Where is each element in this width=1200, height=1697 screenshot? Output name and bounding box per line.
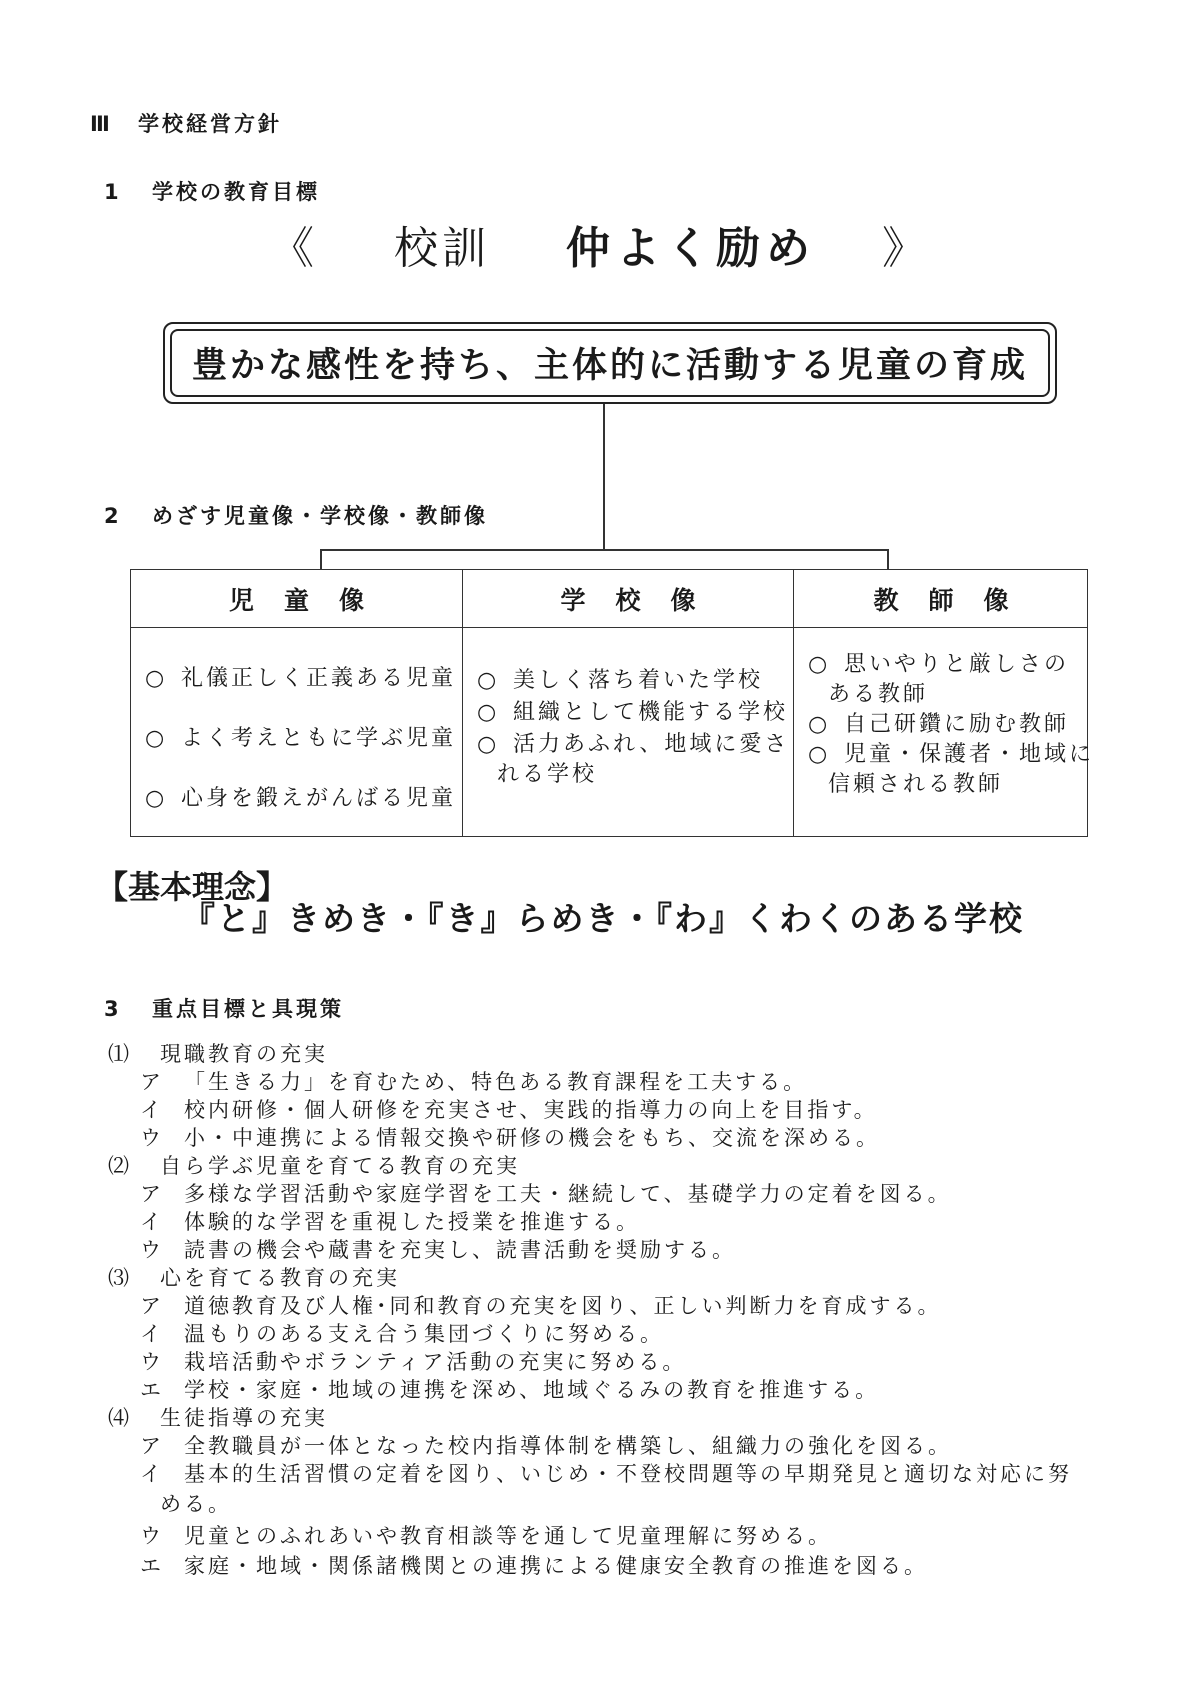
target-item: ウ 栽培活動やボランティア活動の充実に努める。	[140, 1350, 687, 1374]
column-student	[131, 570, 462, 836]
motto-close-bracket: 》	[882, 223, 930, 274]
target-item-continuation: める。	[160, 1492, 232, 1516]
subsection-2-heading	[104, 500, 488, 530]
list-item: ○ 児童・保護者・地域に	[800, 740, 1082, 770]
list-item: ○ 組織として機能する学校	[469, 698, 787, 728]
basic-philosophy-text: 『と』きめき・『き』らめき・『わ』くわくのある学校	[182, 899, 1024, 938]
list-item: ○ 活力あふれ、地域に愛さ	[469, 730, 787, 760]
target-item: イ 基本的生活習慣の定着を図り、いじめ・不登校問題等の早期発見と適切な対応に努	[140, 1462, 1072, 1486]
list-item: ○ 自己研鑽に励む教師	[800, 710, 1082, 740]
main-goal-text: 豊かな感性を持ち、主体的に活動する児童の育成	[170, 329, 1050, 397]
target-item: ウ 小・中連携による情報交換や研修の機会をもち、交流を深める。	[140, 1126, 880, 1150]
motto-open-bracket: 《	[270, 223, 318, 274]
basic-philosophy-label: 【基本理念】	[96, 868, 289, 906]
list-item: ○ 美しく落ち着いた学校	[469, 666, 787, 696]
column-body	[131, 664, 462, 814]
target-item: ア 全教職員が一体となった校内指導体制を構築し、組織力の強化を図る。	[140, 1434, 952, 1458]
school-motto	[0, 212, 1200, 276]
subsection-2-number: 2	[104, 504, 122, 528]
subsection-1-heading	[104, 176, 320, 206]
connector-left-drop	[320, 549, 322, 570]
subsection-2-title: めざす児童像・学校像・教師像	[152, 504, 488, 528]
target-item: イ 校内研修・個人研修を充実させ、実践的指導力の向上を目指す。	[140, 1098, 878, 1122]
column-body	[463, 666, 793, 790]
bullet-icon: ○	[477, 700, 500, 725]
ideals-table	[130, 569, 1095, 837]
list-item: ○ 思いやりと厳しさの	[800, 650, 1082, 680]
target-heading: ⑵ 自ら学ぶ児童を育てる教育の充実	[108, 1154, 520, 1178]
section-number: Ⅲ	[90, 112, 113, 136]
target-heading: ⑶ 心を育てる教育の充実	[108, 1266, 400, 1290]
subsection-3-number: 3	[104, 997, 122, 1021]
section-title: 学校経営方針	[138, 112, 282, 136]
target-heading: ⑷ 生徒指導の充実	[108, 1406, 328, 1430]
target-item: エ 家庭・地域・関係諸機関との連携による健康安全教育の推進を図る。	[140, 1554, 928, 1578]
target-item: ウ 児童とのふれあいや教育相談等を通して児童理解に努める。	[140, 1524, 832, 1548]
target-item: イ 体験的な学習を重視した授業を推進する。	[140, 1210, 640, 1234]
target-item: ウ 読書の機会や蔵書を充実し、読書活動を奨励する。	[140, 1238, 736, 1262]
list-item: ○ 心身を鍛えがんばる児童	[137, 784, 456, 814]
target-heading: ⑴ 現職教育の充実	[108, 1042, 328, 1066]
section-heading	[90, 108, 282, 138]
bullet-icon: ○	[477, 732, 500, 757]
subsection-1-title: 学校の教育目標	[152, 180, 320, 204]
bullet-icon: ○	[145, 666, 168, 691]
column-header: 児童像	[131, 570, 462, 628]
list-item: ○ 礼儀正しく正義ある児童	[137, 664, 456, 694]
bullet-icon: ○	[477, 668, 500, 693]
column-header: 教師像	[794, 570, 1088, 628]
bullet-icon: ○	[808, 712, 831, 737]
target-item: ア 多様な学習活動や家庭学習を工夫・継続して、基礎学力の定着を図る。	[140, 1182, 952, 1206]
target-item: ア 道徳教育及び人権･同和教育の充実を図り、正しい判断力を育成する。	[140, 1294, 942, 1318]
bullet-icon: ○	[145, 726, 168, 751]
list-item-continuation: 信頼される教師	[828, 772, 1004, 797]
subsection-1-number: 1	[104, 180, 122, 204]
column-teacher	[793, 570, 1095, 836]
column-header: 学校像	[463, 570, 793, 628]
bullet-icon: ○	[808, 652, 831, 677]
main-goal-box	[163, 322, 1057, 404]
target-item: エ 学校・家庭・地域の連携を深め、地域ぐるみの教育を推進する。	[140, 1378, 880, 1402]
connector-right-drop	[887, 549, 889, 570]
list-item-continuation: ある教師	[828, 682, 929, 707]
list-item: ○ よく考えともに学ぶ児童	[137, 724, 456, 754]
bullet-icon: ○	[808, 742, 831, 767]
bullet-icon: ○	[145, 786, 168, 811]
connector-vertical-main	[603, 404, 605, 550]
list-item-continuation: れる学校	[497, 762, 598, 787]
column-body	[794, 650, 1095, 800]
motto-text: 仲よく励め	[566, 223, 816, 274]
target-item: イ 温もりのある支え合う集団づくりに努める。	[140, 1322, 664, 1346]
target-item: ア 「生きる力」を育むため、特色ある教育課程を工夫する。	[140, 1070, 808, 1094]
column-school	[462, 570, 793, 836]
subsection-3-heading	[104, 993, 344, 1023]
motto-label: 校訓	[394, 223, 490, 274]
connector-horizontal	[320, 549, 888, 551]
subsection-3-title: 重点目標と具現策	[152, 997, 344, 1021]
